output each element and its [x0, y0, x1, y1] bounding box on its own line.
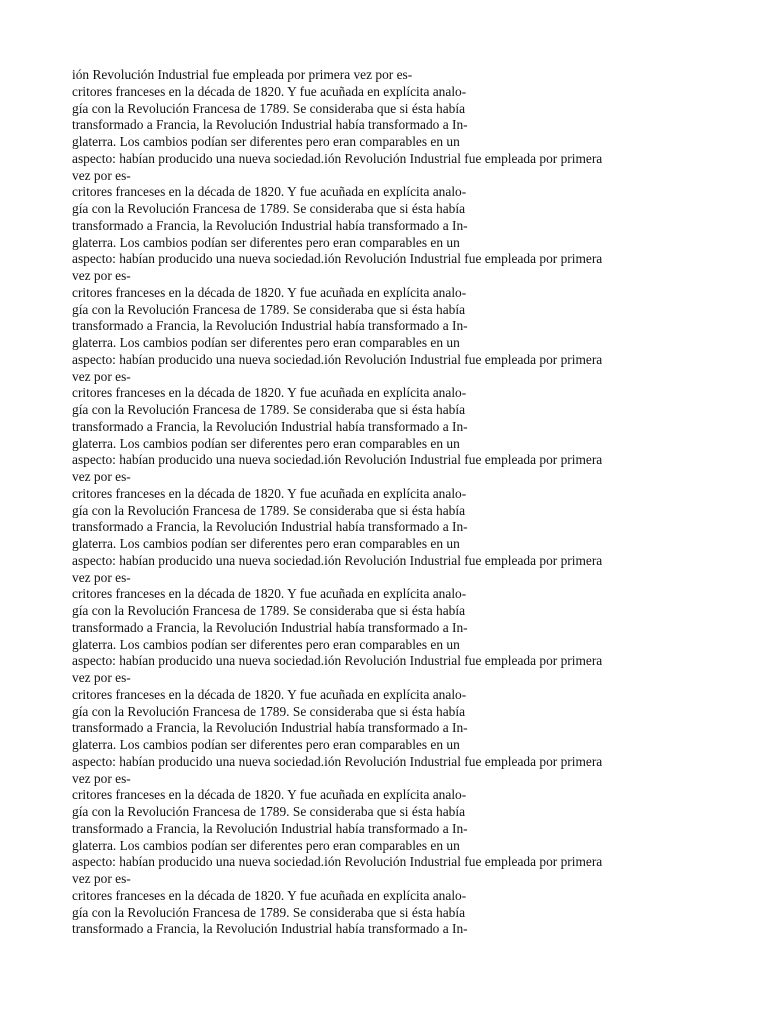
text-line: vez por es- — [72, 569, 131, 585]
text-line: gía con la Revolución Francesa de 1789. Se consideraba que si ésta había — [72, 201, 466, 216]
body-text — [72, 67, 702, 938]
text-line: aspecto: habían producido una nueva sociedad.ión Revolución Industrial fue empleada por primera — [72, 351, 603, 367]
text-line: critores franceses en la década de 1820. Y fue acuñada en explícita analo- — [72, 385, 467, 401]
text-line: critores franceses en la década de 1820. Y fue acuñada en explícita analo- — [72, 485, 467, 501]
text-line: glaterra. Los cambios podían ser diferentes pero eran comparables en un — [72, 636, 460, 652]
text-line: transformado a Francia, la Revolución Industrial había transformado a In- — [72, 720, 468, 736]
text-line: glaterra. Los cambios podían ser diferentes pero eran comparables en un — [72, 837, 460, 853]
text-line: aspecto: habían producido una nueva sociedad.ión Revolución Industrial fue empleada por primera — [72, 552, 603, 568]
text-line: transformado a Francia, la Revolución Industrial había transformado a In- — [72, 217, 468, 233]
text-line: aspecto: habían producido una nueva sociedad.ión Revolución Industrial fue empleada por primera — [72, 251, 603, 267]
text-line: glaterra. Los cambios podían ser diferentes pero eran comparables en un — [72, 134, 460, 149]
text-line: transformado a Francia, la Revolución Industrial había transformado a In- — [72, 921, 468, 937]
text-line: transformado a Francia, la Revolución Industrial había transformado a In- — [72, 117, 468, 133]
text-line: glaterra. Los cambios podían ser diferentes pero eran comparables en un — [72, 737, 460, 752]
text-line: critores franceses en la década de 1820. Y fue acuñada en explícita analo- — [72, 586, 467, 602]
text-line: vez por es- — [72, 670, 131, 685]
text-line: vez por es- — [72, 871, 131, 886]
text-line: transformado a Francia, la Revolución Industrial había transformado a In- — [72, 318, 468, 334]
text-line: critores franceses en la década de 1820. Y fue acuñada en explícita analo- — [72, 686, 467, 702]
text-line: critores franceses en la década de 1820. Y fue acuñada en explícita analo- — [72, 787, 467, 803]
text-line: critores franceses en la década de 1820. Y fue acuñada en explícita analo- — [72, 887, 467, 903]
text-line: vez por es- — [72, 368, 131, 384]
text-line: gía con la Revolución Francesa de 1789. Se consideraba que si ésta había — [72, 804, 466, 819]
text-line: gía con la Revolución Francesa de 1789. Se consideraba que si ésta había — [72, 502, 466, 518]
text-line: aspecto: habían producido una nueva sociedad.ión Revolución Industrial fue empleada por primera — [72, 753, 603, 769]
text-line: glaterra. Los cambios podían ser diferentes pero eran comparables en un — [72, 234, 460, 250]
text-line: gía con la Revolución Francesa de 1789. Se consideraba que si ésta había — [72, 402, 466, 417]
text-line: transformado a Francia, la Revolución Industrial había transformado a In- — [72, 619, 468, 635]
text-line: gía con la Revolución Francesa de 1789. Se consideraba que si ésta había — [72, 904, 466, 920]
text-line: aspecto: habían producido una nueva sociedad.ión Revolución Industrial fue empleada por primera — [72, 150, 603, 166]
text-line: aspecto: habían producido una nueva sociedad.ión Revolución Industrial fue empleada por primera — [72, 653, 603, 669]
text-line: transformado a Francia, la Revolución Industrial había transformado a In- — [72, 418, 468, 434]
text-line: gía con la Revolución Francesa de 1789. Se consideraba que si ésta había — [72, 703, 466, 719]
text-line: gía con la Revolución Francesa de 1789. Se consideraba que si ésta había — [72, 603, 466, 618]
text-line: gía con la Revolución Francesa de 1789. Se consideraba que si ésta había — [72, 301, 466, 317]
text-line: aspecto: habían producido una nueva sociedad.ión Revolución Industrial fue empleada por primera — [72, 452, 603, 468]
text-line: transformado a Francia, la Revolución Industrial había transformado a In- — [72, 519, 468, 535]
text-line: glaterra. Los cambios podían ser diferentes pero eran comparables en un — [72, 536, 460, 551]
text-line: vez por es- — [72, 167, 131, 183]
text-line: aspecto: habían producido una nueva sociedad.ión Revolución Industrial fue empleada por primera — [72, 854, 603, 870]
text-line: gía con la Revolución Francesa de 1789. Se consideraba que si ésta había — [72, 100, 466, 116]
text-line: glaterra. Los cambios podían ser diferentes pero eran comparables en un — [72, 335, 460, 350]
text-line: glaterra. Los cambios podían ser diferentes pero eran comparables en un — [72, 435, 460, 451]
text-line: critores franceses en la década de 1820. Y fue acuñada en explícita analo- — [72, 284, 467, 300]
text-line: critores franceses en la década de 1820. Y fue acuñada en explícita analo- — [72, 83, 467, 99]
text-line: ión Revolución Industrial fue empleada por primera vez por es- — [72, 67, 413, 82]
text-line: transformado a Francia, la Revolución Industrial había transformado a In- — [72, 820, 468, 836]
text-line: vez por es- — [72, 770, 131, 786]
text-line: vez por es- — [72, 268, 131, 283]
text-line: vez por es- — [72, 469, 131, 484]
text-line: critores franceses en la década de 1820. Y fue acuñada en explícita analo- — [72, 184, 467, 200]
